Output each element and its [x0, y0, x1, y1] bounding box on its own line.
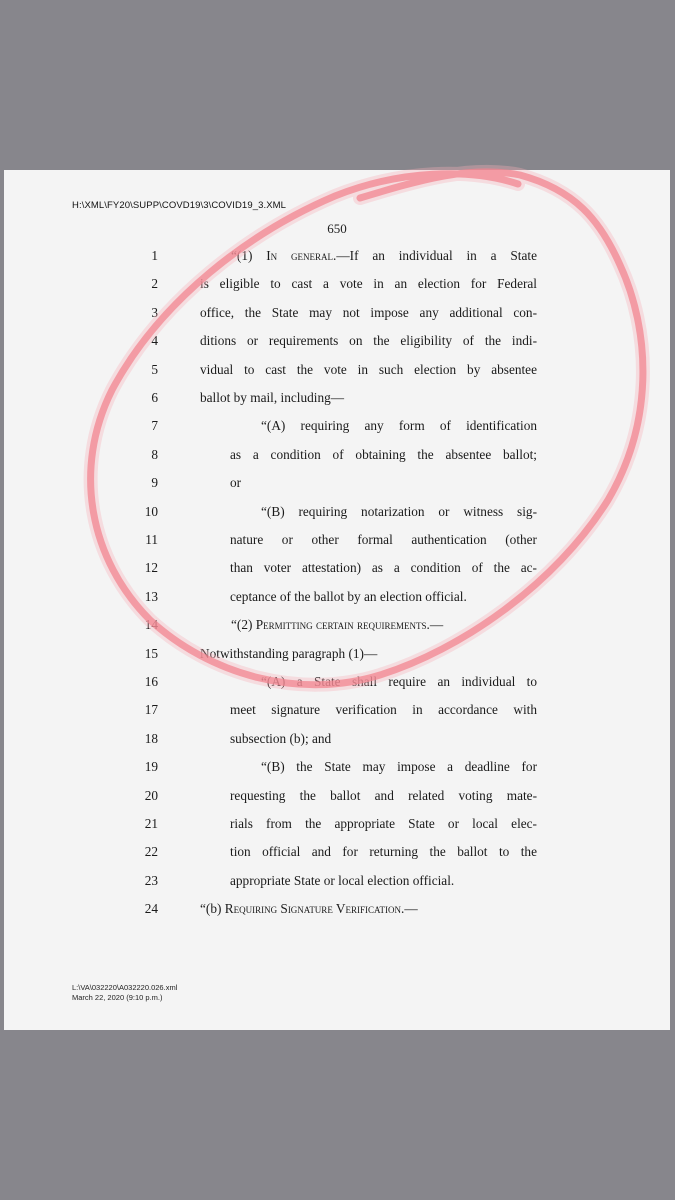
line-text: or — [230, 475, 242, 491]
line-number: 10 — [144, 503, 158, 519]
bill-line — [4, 246, 670, 266]
line-number: 22 — [144, 844, 158, 860]
bill-line — [4, 502, 670, 522]
line-text: “(B) requiring notarization or witness sig- — [261, 503, 537, 519]
line-number: 3 — [151, 304, 158, 320]
line-number: 13 — [144, 588, 158, 604]
bill-line — [4, 530, 670, 550]
bill-line — [4, 644, 670, 664]
line-number: 18 — [144, 730, 158, 746]
bill-line — [4, 672, 670, 692]
line-number: 7 — [151, 418, 158, 434]
footer-file-path: L:\VA\032220\A032220.026.xml — [72, 983, 178, 992]
line-text: ceptance of the ballot by an election official. — [230, 588, 467, 604]
bill-line — [4, 303, 670, 323]
line-text: ditions or requirements on the eligibility of the indi- — [200, 333, 537, 349]
bill-line — [4, 558, 670, 578]
bill-line — [4, 700, 670, 720]
line-number: 4 — [151, 333, 158, 349]
bill-line — [4, 757, 670, 777]
line-text: rials from the appropriate State or local elec- — [230, 816, 537, 831]
line-number: 14 — [144, 617, 158, 633]
line-text: ballot by mail, including— — [200, 390, 345, 405]
line-number: 12 — [144, 560, 158, 576]
line-text: “(1) In general.—If an individual in a State — [231, 248, 537, 263]
line-number: 11 — [145, 532, 158, 547]
bill-line — [4, 729, 670, 749]
bill-line — [4, 473, 670, 493]
line-number: 6 — [151, 390, 158, 405]
line-number: 2 — [151, 276, 158, 292]
bill-line — [4, 786, 670, 806]
line-text: subsection (b); and — [230, 730, 332, 746]
line-number: 21 — [144, 816, 158, 831]
bill-line — [4, 274, 670, 294]
line-number: 9 — [151, 475, 158, 491]
bill-line — [4, 871, 670, 891]
document-footer — [72, 983, 177, 1003]
bill-line — [4, 587, 670, 607]
line-number: 5 — [151, 361, 158, 377]
line-number: 1 — [151, 248, 158, 263]
line-text: tion official and for returning the ballot to the — [230, 844, 537, 860]
bill-line — [4, 388, 670, 408]
line-text: as a condition of obtaining the absentee ballot; — [230, 446, 537, 462]
bill-line — [4, 360, 670, 380]
line-number: 19 — [144, 759, 158, 775]
bill-line — [4, 416, 670, 436]
bill-line — [4, 814, 670, 834]
line-text: “(A) a State shall require an individual to — [261, 674, 537, 689]
bill-line — [4, 445, 670, 465]
line-text: requesting the ballot and related voting mate- — [230, 787, 537, 803]
line-number: 15 — [144, 645, 158, 661]
bill-line — [4, 331, 670, 351]
bill-line — [4, 842, 670, 862]
line-text: office, the State may not impose any additional con- — [200, 304, 537, 320]
line-number: 17 — [144, 702, 158, 718]
line-number: 16 — [144, 674, 158, 689]
footer-date: March 22, 2020 (9:10 p.m.) — [72, 993, 163, 1002]
bill-line — [4, 615, 670, 635]
line-text: appropriate State or local election official. — [230, 872, 455, 888]
line-text: nature or other formal authentication (other — [230, 532, 537, 547]
line-text: “(B) the State may impose a deadline for — [261, 759, 537, 775]
document-page — [4, 170, 670, 1030]
line-number: 20 — [144, 787, 158, 803]
page-number: 650 — [327, 221, 347, 236]
line-text: than voter attestation) as a condition of the ac- — [230, 560, 537, 576]
line-text: Notwithstanding paragraph (1)— — [200, 645, 378, 661]
file-path-header: H:\XML\FY20\SUPP\COVD19\3\COVID19_3.XML — [72, 200, 287, 211]
bill-line — [4, 899, 670, 919]
line-text: “(A) requiring any form of identification — [261, 418, 537, 434]
line-number: 8 — [151, 446, 158, 462]
line-text: vidual to cast the vote in such election by absentee — [200, 361, 537, 377]
line-text: is eligible to cast a vote in an election for Federal — [200, 276, 537, 292]
line-text: “(b) Requiring Signature Verification.— — [200, 901, 418, 917]
line-text: meet signature verification in accordance with — [230, 702, 537, 718]
line-number: 24 — [144, 901, 158, 917]
line-text: “(2) Permitting certain requirements.— — [231, 617, 444, 633]
line-number: 23 — [144, 872, 158, 888]
